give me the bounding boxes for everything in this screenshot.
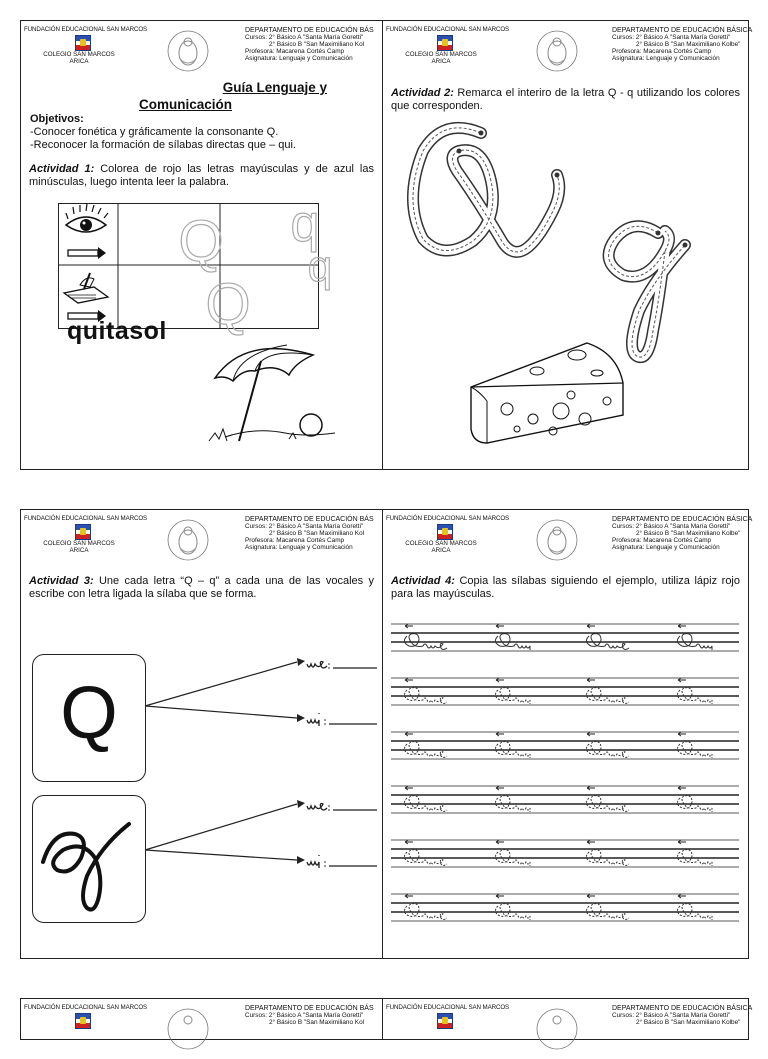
course-b: 2° Básico B "San Maximiliano Kolbe" [636,1019,741,1027]
department-info [245,27,374,62]
outline-letter-Q2: Q [205,272,251,337]
school-header [383,510,753,570]
page1-right-panel [383,21,753,469]
department-info [245,516,374,551]
start-arrow-icon [587,786,595,790]
course-a: Cursos: 2° Básico A "Santa María Goretti" [612,523,731,531]
start-arrow-icon [587,840,595,844]
arrow-right-icon [68,247,106,259]
start-arrow-icon [405,624,413,628]
page3-right-panel [383,999,753,1039]
eye-icon [66,204,108,232]
worksheet-page-1 [20,20,753,470]
start-arrow-icon [496,894,504,898]
start-arrow-icon [587,678,595,682]
activity-2-label: Actividad 2: [391,87,454,99]
foundation-name: FUNDACIÓN EDUCACIONAL SAN MARCOS [24,515,148,522]
cursive-Qq-tracing [403,121,723,371]
school-city: ARICA [431,58,451,65]
start-arrow-icon [496,678,504,682]
page-title-2 [139,97,232,112]
cursive-q-icon [33,796,145,922]
activity-4-instructions [383,575,748,601]
course-a: Cursos: 2° Básico A "Santa María Goretti" [612,34,731,42]
course-b: 2° Básico B "San Maximiliano Kol [269,1019,365,1027]
department-title: DEPARTAMENTO DE EDUCACIÓN BÁSICA [612,516,753,523]
activity-3-text: Une cada letra “Q – q” a cada una de las vocales y escribe con letra ligada la sílaba que se forma. [29,575,374,600]
seal-logo-icon [166,1007,210,1051]
foundation-name: FUNDACIÓN EDUCACIONAL SAN MARCOS [24,26,148,33]
school-header [383,21,753,81]
page2-left-panel [21,510,383,958]
activity-3-instructions [21,575,382,601]
school-name [43,51,115,65]
start-arrow-icon [496,840,504,844]
lowercase-q-box [32,795,146,923]
foundation-name: FUNDACIÓN EDUCACIONAL SAN MARCOS [386,515,510,522]
school-crest-icon [437,1013,453,1029]
course-a: Cursos: 2° Básico A "Santa María Goretti" [245,34,364,42]
worksheet-page-2 [20,509,753,959]
course-a: Cursos: 2° Básico A "Santa María Goretti" [612,1012,731,1020]
school-crest-icon [437,35,453,51]
school-header [21,510,382,570]
department-info [612,27,752,62]
activity-2-instructions [383,87,748,113]
word-quitasol: quitasol [67,317,167,345]
subject-name: Asignatura: Lenguaje y Comunicación [612,55,720,63]
department-title: DEPARTAMENTO DE EDUCACIÓN BÁS [245,516,374,523]
objectives-label: Objetivos: [30,113,84,125]
start-arrow-icon [678,894,686,898]
school-crest-icon [75,524,91,540]
beach-umbrella-icon [195,333,345,443]
start-arrow-icon [496,732,504,736]
start-arrow-icon [678,840,686,844]
foundation-name: FUNDACIÓN EDUCACIONAL SAN MARCOS [386,1004,510,1011]
department-title: DEPARTAMENTO DE EDUCACIÓN BÁSICA [612,27,753,34]
school-header [21,999,382,1059]
school-name-line1: COLEGIO SAN MARCOS [43,51,115,58]
school-name [405,540,477,554]
seal-logo-icon [166,518,210,562]
outline-letter-Q1: Q [178,209,224,274]
teacher-name: Profesora: Macarena Cortés Camp [245,48,345,56]
outline-letter-q2: q [307,242,333,291]
cursive-syllables [307,662,327,869]
school-crest-icon [75,1013,91,1029]
teacher-name: Profesora: Macarena Cortés Camp [612,48,712,56]
activity-1-text: Colorea de rojo las letras mayúsculas y de azul las minúsculas, luego intenta leer la palabra. [29,163,374,188]
title-line-1: Guía Lenguaje y [222,80,327,95]
school-city: ARICA [69,58,89,65]
objective-2: -Reconocer la formación de sílabas directas que – qui. [30,139,296,151]
cheese-icon [467,339,637,449]
activity-4-label: Actividad 4: [391,575,455,587]
start-arrow-icon [678,786,686,790]
seal-logo-icon [535,1007,579,1051]
objective-1: -Conocer fonética y gráficamente la consonante Q. [30,126,279,138]
start-arrow-icon [405,840,413,844]
start-arrow-icon [678,678,686,682]
teacher-name: Profesora: Macarena Cortés Camp [612,537,712,545]
subject-name: Asignatura: Lenguaje y Comunicación [612,544,720,552]
cursive-practice-lines [391,610,741,940]
start-arrow-icon [405,894,413,898]
start-arrow-icon [587,624,595,628]
start-arrow-icon [405,732,413,736]
foundation-name: FUNDACIÓN EDUCACIONAL SAN MARCOS [386,26,510,33]
department-info [612,516,752,551]
activity-1-instructions [21,163,382,189]
start-arrow-icon [587,894,595,898]
department-info [612,1005,752,1026]
start-arrow-icon [587,732,595,736]
start-arrow-icon [405,786,413,790]
letter-coloring-table [58,195,333,337]
activity-3-label: Actividad 3: [29,575,94,587]
title-line-2: Comunicación [139,97,233,112]
school-crest-icon [437,524,453,540]
subject-name: Asignatura: Lenguaje y Comunicación [245,544,353,552]
activity-4-text: Copia las sílabas siguiendo el ejemplo, utiliza lápiz rojo para las mayúsculas. [391,575,740,600]
outline-letters [178,195,332,337]
page1-left-panel [21,21,383,469]
activity-1-label: Actividad 1: [29,163,95,175]
outline-letter-q1: q [290,195,320,253]
school-name-line1: COLEGIO SAN MARCOS [43,540,115,547]
start-arrow-icon [678,624,686,628]
worksheet-page-3 [20,998,753,1040]
school-city: ARICA [431,547,451,554]
writing-hand-icon [64,273,108,303]
page-title [141,80,341,95]
start-arrow-icon [496,786,504,790]
department-title: DEPARTAMENTO DE EDUCACIÓN BÁSICA [612,1005,753,1012]
course-b: 2° Básico B "San Maximiliano Kol [269,41,365,49]
seal-logo-icon [535,518,579,562]
school-name-line1: COLEGIO SAN MARCOS [405,540,477,547]
seal-logo-icon [166,29,210,73]
start-arrow-icon [496,624,504,628]
course-a: Cursos: 2° Básico A "Santa María Goretti" [245,523,364,531]
uppercase-Q-box [32,654,146,782]
start-arrow-icon [678,732,686,736]
school-name-line1: COLEGIO SAN MARCOS [405,51,477,58]
start-arrow-icon [405,678,413,682]
matching-lines [141,650,381,930]
course-a: Cursos: 2° Básico A "Santa María Goretti" [245,1012,364,1020]
school-name [43,540,115,554]
seal-logo-icon [535,29,579,73]
course-b: 2° Básico B "San Maximiliano Kolbe" [636,530,741,538]
activity-2-text: Remarca el interiro de la letra Q - q utilizando los colores que corresponden. [391,87,740,112]
foundation-name: FUNDACIÓN EDUCACIONAL SAN MARCOS [24,1004,148,1011]
department-title: DEPARTAMENTO DE EDUCACIÓN BÁS [245,27,374,34]
course-b: 2° Básico B "San Maximiliano Kol [269,530,365,538]
school-header [21,21,382,81]
page3-left-panel [21,999,383,1039]
school-city: ARICA [69,547,89,554]
school-name [405,51,477,65]
department-title: DEPARTAMENTO DE EDUCACIÓN BÁS [245,1005,374,1012]
subject-name: Asignatura: Lenguaje y Comunicación [245,55,353,63]
school-header [383,999,753,1059]
school-crest-icon [75,35,91,51]
objectives [21,113,382,152]
teacher-name: Profesora: Macarena Cortés Camp [245,537,345,545]
page2-right-panel [383,510,753,958]
letter-Q: Q [60,671,118,754]
department-info [245,1005,374,1026]
course-b: 2° Básico B "San Maximiliano Kolbe" [636,41,741,49]
